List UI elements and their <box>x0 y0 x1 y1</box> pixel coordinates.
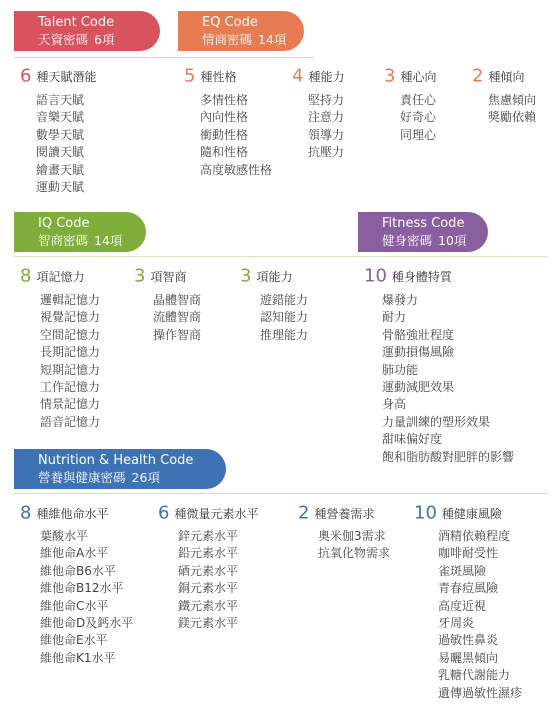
nutrition-category-needs: 2 種營養需求 <box>298 502 375 524</box>
list-item: 維他命C水平 <box>40 598 109 613</box>
list-item: 葉酸水平 <box>40 529 89 543</box>
iq-ability-list <box>260 292 308 344</box>
list-item: 銅元素水平 <box>178 581 239 596</box>
fitness-code-header <box>358 212 488 252</box>
list-item: 運動天賦 <box>36 179 85 194</box>
iq-code-header <box>14 212 146 252</box>
list-item: 獎勵依賴 <box>488 110 537 125</box>
list-item: 認知能力 <box>260 310 309 325</box>
list-item: 鉛元素水平 <box>178 546 239 561</box>
talent-code-title: Talent Code <box>38 15 115 30</box>
list-item: 工作記憶力 <box>40 379 101 394</box>
fitness-code-title: Fitness Code <box>382 216 465 231</box>
list-item: 飽和脂肪酸對肥胖的影響 <box>382 449 515 464</box>
list-item: 隨和性格 <box>200 145 249 160</box>
list-item: 語言天賦 <box>36 93 85 107</box>
fitness-code-subtitle: 健身密碼 10項 <box>382 233 467 248</box>
list-item: 維他命E水平 <box>40 633 108 648</box>
list-item: 奧米伽3需求 <box>318 529 386 543</box>
list-item: 視覺記憶力 <box>40 310 101 325</box>
nutrition-code-header <box>14 449 226 489</box>
list-item: 情景記憶力 <box>40 397 101 412</box>
list-item: 骨骼強壯程度 <box>382 327 455 342</box>
eq-tendency-list <box>488 92 536 127</box>
list-item: 維他命K1水平 <box>40 650 116 665</box>
nutrition-health-risk-list <box>438 528 522 702</box>
eq-category-personality: 5 種性格 <box>184 65 237 87</box>
list-item: 推理能力 <box>260 327 309 342</box>
fitness-body-traits-list <box>382 292 514 466</box>
list-item: 運動減肥效果 <box>382 379 455 394</box>
list-item: 流體智商 <box>153 310 202 325</box>
list-item: 繪畫天賦 <box>36 162 85 177</box>
list-item: 乳糖代謝能力 <box>438 668 511 683</box>
eq-ability-list <box>308 92 344 162</box>
talent-code-header <box>14 11 160 51</box>
list-item: 好奇心 <box>400 110 437 125</box>
list-item: 短期記憶力 <box>40 362 101 377</box>
list-item: 鋅元素水平 <box>178 529 239 543</box>
list-item: 責任心 <box>400 93 437 107</box>
list-item: 力量訓練的塑形效果 <box>382 414 491 429</box>
nutrition-needs-list <box>318 528 390 563</box>
talent-category-aptitude: 6 種天賦潛能 <box>20 65 97 87</box>
list-item: 維他命A水平 <box>40 546 109 561</box>
nutrition-code-subtitle: 營養與健康密碼 26項 <box>38 470 160 485</box>
eq-personality-list <box>200 92 272 179</box>
nutrition-category-health-risk: 10 種健康風險 <box>414 502 502 524</box>
list-item: 抗氧化物需求 <box>318 546 391 561</box>
talent-divider <box>14 57 314 58</box>
eq-category-tendency: 2 種傾向 <box>472 65 525 87</box>
list-item: 邏輯記憶力 <box>40 293 101 307</box>
list-item: 遺傳過敏性濕疹 <box>438 685 523 700</box>
list-item: 注意力 <box>308 110 345 125</box>
list-item: 甜味偏好度 <box>382 432 443 447</box>
nutrition-code-title: Nutrition & Health Code <box>38 453 194 468</box>
fitness-category-body-traits: 10 種身體特質 <box>364 265 452 287</box>
list-item: 多情性格 <box>200 93 249 107</box>
iq-memory-list <box>40 292 100 431</box>
list-item: 領導力 <box>308 127 345 142</box>
talent-aptitude-list <box>36 92 84 196</box>
list-item: 酒精依賴程度 <box>438 529 511 543</box>
eq-category-ability: 4 種能力 <box>292 65 345 87</box>
list-item: 鎂元素水平 <box>178 615 239 630</box>
list-item: 空間記憶力 <box>40 327 101 342</box>
list-item: 操作智商 <box>153 327 202 342</box>
list-item: 閱讀天賦 <box>36 145 85 160</box>
list-item: 同理心 <box>400 127 437 142</box>
nutrition-vitamins-list <box>40 528 133 667</box>
list-item: 焦慮傾向 <box>488 93 537 107</box>
list-item: 抗壓力 <box>308 145 345 160</box>
list-item: 內向性格 <box>200 110 249 125</box>
list-item: 雀斑風險 <box>438 563 487 578</box>
list-item: 鐵元素水平 <box>178 598 239 613</box>
iq-category-ability: 3 項能力 <box>240 265 293 287</box>
iq-code-subtitle: 智商密碼 14項 <box>38 233 123 248</box>
eq-code-header <box>178 11 304 51</box>
iq-category-intelligence: 3 項智商 <box>134 265 187 287</box>
list-item: 牙周炎 <box>438 615 475 630</box>
list-item: 高度近視 <box>438 598 487 613</box>
list-item: 晶體智商 <box>153 293 202 307</box>
iq-divider <box>14 256 548 257</box>
iq-code-title: IQ Code <box>38 216 90 231</box>
list-item: 堅持力 <box>308 93 345 107</box>
list-item: 爆發力 <box>382 293 419 307</box>
nutrition-trace-elements-list <box>178 528 238 632</box>
list-item: 維他命B12水平 <box>40 581 124 596</box>
list-item: 運動損傷風險 <box>382 345 455 360</box>
eq-category-mindset: 3 種心向 <box>384 65 437 87</box>
list-item: 高度敏感性格 <box>200 162 273 177</box>
nutrition-divider <box>14 493 548 494</box>
list-item: 易曬黑傾向 <box>438 650 499 665</box>
nutrition-category-trace-elements: 6 種微量元素水平 <box>158 502 259 524</box>
list-item: 遊錯能力 <box>260 293 309 307</box>
list-item: 維他命D及鈣水平 <box>40 615 134 630</box>
list-item: 青春痘風險 <box>438 581 499 596</box>
iq-category-memory: 8 項記憶力 <box>20 265 85 287</box>
list-item: 肺功能 <box>382 362 419 377</box>
list-item: 音樂天賦 <box>36 110 85 125</box>
nutrition-category-vitamins: 8 種維他命水平 <box>20 502 109 524</box>
list-item: 咖啡耐受性 <box>438 546 499 561</box>
list-item: 耐力 <box>382 310 407 325</box>
eq-code-title: EQ Code <box>202 15 258 30</box>
list-item: 身高 <box>382 397 407 412</box>
list-item: 硒元素水平 <box>178 563 239 578</box>
list-item: 長期記憶力 <box>40 345 101 360</box>
list-item: 衝動性格 <box>200 127 249 142</box>
iq-intelligence-list <box>153 292 201 344</box>
eq-code-subtitle: 情商密碼 14項 <box>202 32 287 47</box>
list-item: 維他命B6水平 <box>40 563 116 578</box>
list-item: 語音記憶力 <box>40 414 101 429</box>
talent-code-subtitle: 天資密碼 6項 <box>38 32 115 47</box>
list-item: 過敏性鼻炎 <box>438 633 499 648</box>
list-item: 數學天賦 <box>36 127 85 142</box>
eq-mindset-list <box>400 92 436 144</box>
